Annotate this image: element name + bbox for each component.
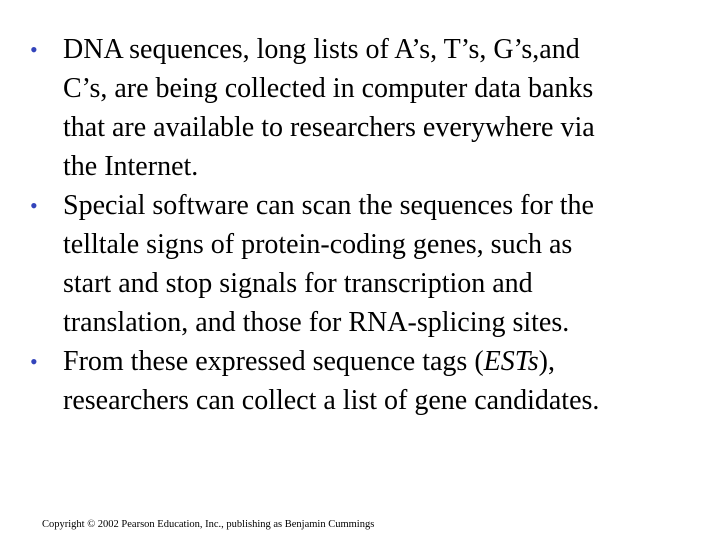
- bullet-item-ests: [30, 342, 695, 420]
- ests-abbreviation: ESTs: [483, 346, 539, 377]
- bullet-text-line: start and stop signals for transcription and: [63, 268, 533, 299]
- bullet-item-dna-sequences: [30, 30, 695, 186]
- bullet-text-line: C’s, are being collected in computer data banks: [63, 73, 594, 104]
- copyright-footer: Copyright © 2002 Pearson Education, Inc., publishing as Benjamin Cummings: [42, 519, 375, 530]
- bullet-list: [30, 30, 695, 420]
- bullet-item-special-software: [30, 186, 695, 342]
- bullet-text-line: the Internet.: [63, 151, 199, 182]
- bullet-text-line: telltale signs of protein-coding genes, such as: [63, 229, 573, 260]
- bullet-dot-icon: •: [30, 349, 38, 374]
- bullet-text-line: [63, 342, 695, 381]
- ests-text-before: From these expressed sequence tags (: [63, 346, 484, 377]
- ests-text-after: ),: [538, 346, 555, 377]
- bullet-text-line: translation, and those for RNA-splicing sites.: [63, 307, 570, 338]
- bullet-text-line: researchers can collect a list of gene candidates.: [63, 385, 600, 416]
- bullet-dot-icon: •: [30, 37, 38, 62]
- bullet-dot-icon: •: [30, 193, 38, 218]
- bullet-text-line: DNA sequences, long lists of A’s, T’s, G’s,and: [63, 34, 580, 65]
- bullet-text-line: Special software can scan the sequences for the: [63, 190, 594, 221]
- bullet-text-line: that are available to researchers everywhere via: [63, 112, 595, 143]
